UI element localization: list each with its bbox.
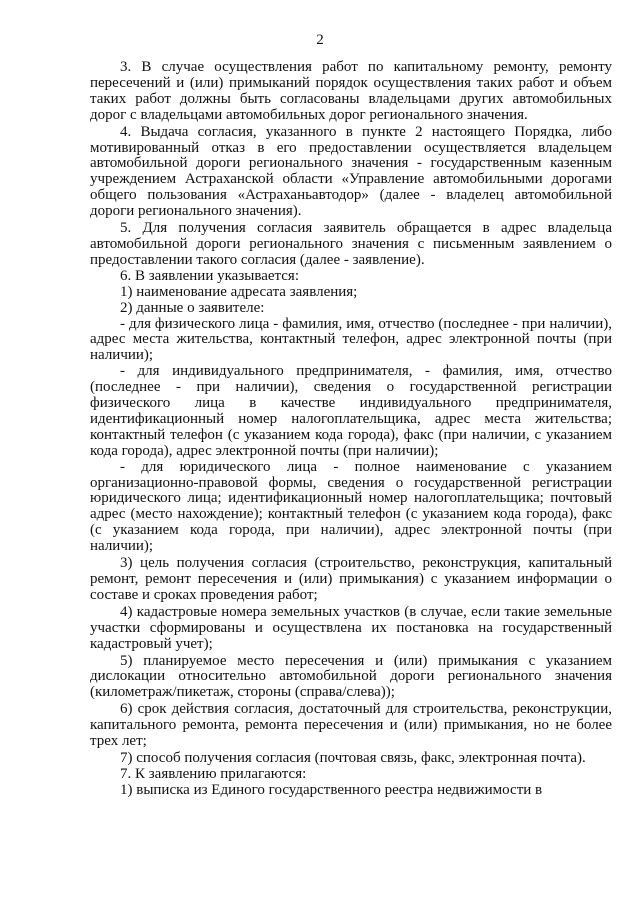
list-item-individual: - для физического лица - фамилия, имя, отчество (последнее - при наличии), адрес места жительства, контактный телефон, адрес электронной почты (при наличии); — [90, 315, 612, 364]
document-body — [90, 60, 612, 799]
paragraph-item-3: 3. В случае осуществления работ по капитальному ремонту, ремонту пересечений и (или) примыканий порядок осуществления таких работ и объем таких работ должны быть согласованы владельцами других автомобильных дорог с владельцами автомобильных дорог регионального значения. — [90, 59, 612, 123]
list-item-delivery-method: 7) способ получения согласия (почтовая связь, факс, электронная почта). — [120, 749, 586, 766]
paragraph-item-6: 6. В заявлении указывается: — [120, 267, 299, 284]
list-item-applicant-data: 2) данные о заявителе: — [120, 299, 265, 316]
list-item-extract: 1) выписка из Единого государственного реестра недвижимости в — [120, 781, 543, 798]
list-item-location: 5) планируемое место пересечения и (или) примыкания с указанием дислокации относительно автомобильной дороги регионального значения (километраж/пикетаж, стороны (справа/слева)); — [90, 652, 612, 701]
paragraph-item-5: 5. Для получения согласия заявитель обращается в адрес владельца автомобильной дороги регионального значения с письменным заявлением о предоставлении такого согласия (далее - заявление). — [90, 220, 612, 268]
page-number: 2 — [316, 32, 324, 48]
list-item-term: 6) срок действия согласия, достаточный для строительства, реконструкции, капитального ремонта, ремонта пересечения и (или) примыкания, но не более трех лет; — [90, 701, 612, 750]
list-item-addressee: 1) наименование адресата заявления; — [120, 283, 358, 300]
list-item-legal-entity: - для юридического лица - полное наименование с указанием организационно-правовой формы, сведения о государственной регистрации юридического лица; идентификационный номер налогоплательщика; почтовый адрес (место нахождение); контактный телефон (с указанием кода города), факс (с указанием кода города, при наличии), адрес электронной почты (при наличии); — [90, 458, 612, 555]
list-item-entrepreneur: - для индивидуального предпринимателя, - фамилия, имя, отчество (последнее - при наличии), сведения о государственной регистрации физического лица в качестве индивидуального предпринимателя, идентификационный номер налогоплательщика, адрес места жительства; контактный телефон (с указанием кода города), факс (при наличии, с указанием кода города), адрес электронной почты (при наличии); — [90, 363, 612, 459]
paragraph-item-4: 4. Выдача согласия, указанного в пункте 2 настоящего Порядка, либо мотивированный отказ в его предоставлении осуществляется владельцем автомобильной дороги регионального значения - государственным казенным учреждением Астраханской области «Управление автомобильными дорогами общего пользования «Астраханьавтодор» (далее - владелец автомобильной дороги регионального значения). — [90, 123, 612, 220]
list-item-purpose: 3) цель получения согласия (строительство, реконструкция, капитальный ремонт, ремонт пересечения и (или) примыкания) с указанием информации о составе и сроках проведения работ; — [90, 555, 612, 603]
paragraph-item-7: 7. К заявлению прилагаются: — [120, 765, 307, 782]
list-item-cadastral: 4) кадастровые номера земельных участков (в случае, если такие земельные участки сформированы и осуществлена их постановка на государственный кадастровый учет); — [90, 603, 612, 652]
